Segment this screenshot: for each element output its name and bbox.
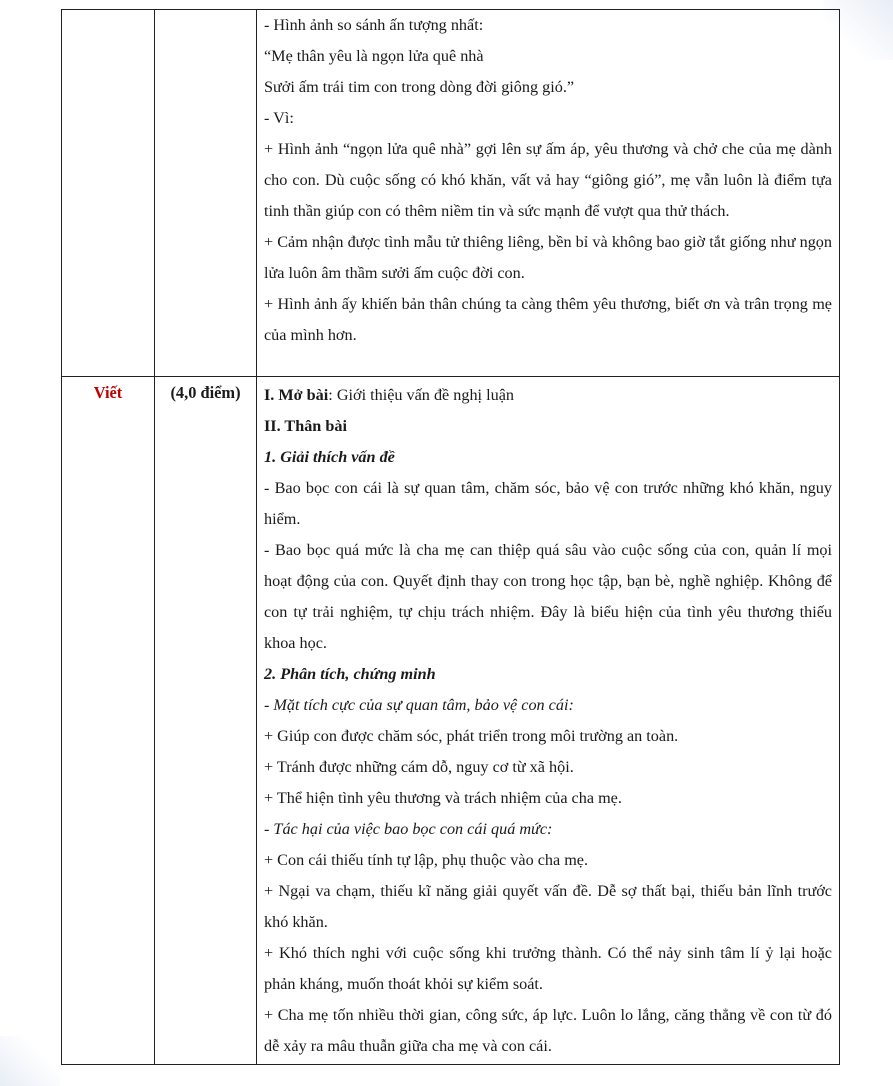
section-heading: 2. Phân tích, chứng minh [264, 665, 436, 683]
score-label: (4,0 điểm) [155, 377, 257, 1065]
subsection-heading: - Tác hại của việc bao bọc con cái quá mức: [264, 820, 553, 838]
content-line: - Hình ảnh so sánh ấn tượng nhất: [264, 16, 484, 34]
table-row [62, 377, 840, 1065]
intro-label: I. Mở bài [264, 386, 329, 404]
content-line: + Cảm nhận được tình mẫu tử thiêng liêng, bền bỉ và không bao giờ tắt giống như ngọn lửa luôn âm thầm sưởi ấm cuộc đời con. [264, 233, 832, 282]
content-line: + Hình ảnh ấy khiến bản thân chúng ta càng thêm yêu thương, biết ơn và trân trọng mẹ của mình hơn. [264, 295, 832, 344]
section-heading: 1. Giải thích vấn đề [264, 448, 395, 466]
subsection-heading: - Mặt tích cực của sự quan tâm, bảo vệ con cái: [264, 696, 574, 714]
intro-line [264, 380, 832, 411]
intro-text: : Giới thiệu vấn đề nghị luận [328, 386, 514, 404]
content-line: + Giúp con được chăm sóc, phát triển trong môi trường an toàn. [264, 727, 679, 745]
part-label: Viết [62, 377, 155, 1065]
content-line: “Mẹ thân yêu là ngọn lửa quê nhà [264, 47, 484, 65]
content-line: + Khó thích nghi với cuộc sống khi trưởng thành. Có thể nảy sinh tâm lí ỷ lại hoặc phản kháng, muốn thoát khỏi sự kiểm soát. [264, 944, 832, 993]
content-line: + Hình ảnh “ngọn lửa quê nhà” gợi lên sự ấm áp, yêu thương và chở che của mẹ dành cho con. Dù cuộc sống có khó khăn, vất vả hay “giông gió”, mẹ vẫn luôn là điểm tựa tinh thần giúp con có thêm niềm tin và sức mạnh để vượt qua thử thách. [264, 140, 832, 220]
page-corner-decoration-bottom [0, 1036, 60, 1086]
content-line: - Bao bọc con cái là sự quan tâm, chăm sóc, bảo vệ con trước những khó khăn, nguy hiểm. [264, 479, 832, 528]
content-line: - Bao bọc quá mức là cha mẹ can thiệp quá sâu vào cuộc sống của con, quản lí mọi hoạt động của con. Quyết định thay con trong học tập, bạn bè, nghề nghiệp. Không để con tự trải nghiệm, tự chịu trách nhiệm. Đây là biểu hiện của tình yêu thương thiếu khoa học. [264, 541, 832, 652]
content-cell [257, 10, 840, 377]
part-cell [62, 10, 155, 377]
content-line: Sưởi ấm trái tim con trong dòng đời giông gió.” [264, 78, 575, 96]
content-line: + Tránh được những cám dỗ, nguy cơ từ xã hội. [264, 758, 574, 776]
content-line: - Vì: [264, 109, 294, 127]
content-line: + Ngại va chạm, thiếu kĩ năng giải quyết vấn đề. Dễ sợ thất bại, thiếu bản lĩnh trước khó khăn. [264, 882, 832, 931]
content-line: + Cha mẹ tốn nhiều thời gian, công sức, áp lực. Luôn lo lắng, căng thẳng về con từ đó dễ xảy ra mâu thuẫn giữa cha mẹ và con cái. [264, 1006, 832, 1055]
grading-table [61, 9, 840, 1065]
content-line: + Thể hiện tình yêu thương và trách nhiệm của cha mẹ. [264, 789, 622, 807]
score-cell [155, 10, 257, 377]
table-row [62, 10, 840, 377]
content-line: + Con cái thiếu tính tự lập, phụ thuộc vào cha mẹ. [264, 851, 589, 869]
body-heading: II. Thân bài [264, 417, 347, 435]
content-cell [257, 377, 840, 1065]
